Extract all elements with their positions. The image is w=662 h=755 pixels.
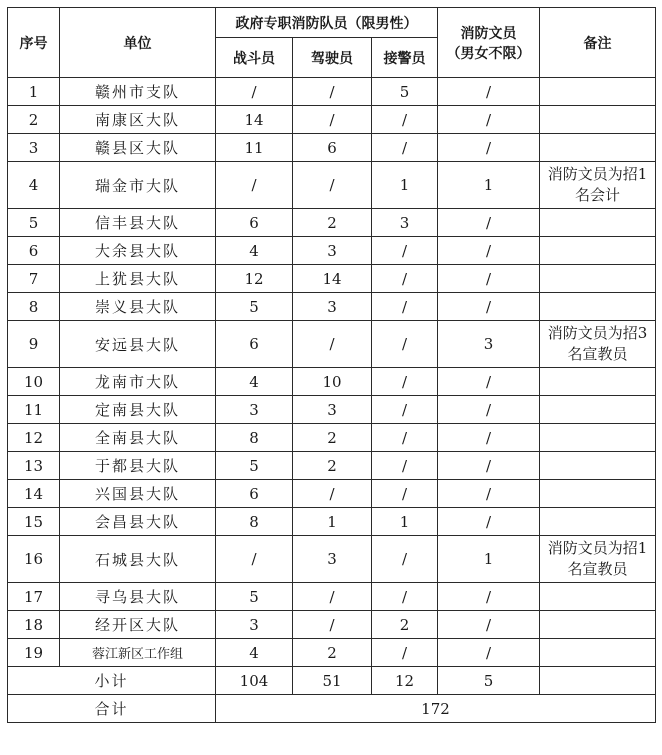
table-row bbox=[8, 134, 656, 162]
header-driver: 驾驶员 bbox=[293, 38, 372, 78]
cell-unit: 龙南市大队 bbox=[60, 368, 216, 396]
cell-seq: 7 bbox=[8, 265, 60, 293]
cell-dispatcher: 5 bbox=[372, 78, 438, 106]
cell-unit: 赣州市支队 bbox=[60, 78, 216, 106]
cell-unit: 上犹县大队 bbox=[60, 265, 216, 293]
cell-dispatcher: / bbox=[372, 368, 438, 396]
table-row bbox=[8, 508, 656, 536]
cell-civil: / bbox=[438, 396, 540, 424]
header-unit: 单位 bbox=[60, 8, 216, 78]
cell-seq: 10 bbox=[8, 368, 60, 396]
cell-fighter: 11 bbox=[216, 134, 293, 162]
cell-fighter: 5 bbox=[216, 583, 293, 611]
cell-civil: / bbox=[438, 237, 540, 265]
cell-remark bbox=[540, 209, 656, 237]
table-row bbox=[8, 396, 656, 424]
header-gov-group: 政府专职消防队员（限男性） bbox=[216, 8, 438, 38]
table-row bbox=[8, 265, 656, 293]
table-row bbox=[8, 583, 656, 611]
cell-dispatcher: / bbox=[372, 452, 438, 480]
cell-civil: 1 bbox=[438, 536, 540, 583]
cell-dispatcher: / bbox=[372, 265, 438, 293]
cell-civil: / bbox=[438, 583, 540, 611]
table-row bbox=[8, 237, 656, 265]
cell-remark bbox=[540, 293, 656, 321]
cell-remark bbox=[540, 508, 656, 536]
table-row bbox=[8, 480, 656, 508]
cell-driver: 3 bbox=[293, 237, 372, 265]
cell-driver: 14 bbox=[293, 265, 372, 293]
cell-dispatcher: 1 bbox=[372, 162, 438, 209]
cell-unit: 瑞金市大队 bbox=[60, 162, 216, 209]
subtotal-label: 小计 bbox=[8, 667, 216, 695]
cell-driver: 3 bbox=[293, 536, 372, 583]
cell-dispatcher: / bbox=[372, 396, 438, 424]
cell-fighter: / bbox=[216, 536, 293, 583]
table-row bbox=[8, 321, 656, 368]
cell-unit: 经开区大队 bbox=[60, 611, 216, 639]
cell-seq: 3 bbox=[8, 134, 60, 162]
subtotal-civil: 5 bbox=[438, 667, 540, 695]
cell-unit: 蓉江新区工作组 bbox=[60, 639, 216, 667]
cell-dispatcher: / bbox=[372, 237, 438, 265]
cell-driver: 3 bbox=[293, 293, 372, 321]
cell-unit: 石城县大队 bbox=[60, 536, 216, 583]
total-row bbox=[8, 695, 656, 723]
cell-driver: 10 bbox=[293, 368, 372, 396]
cell-fighter: 4 bbox=[216, 639, 293, 667]
header-fighter: 战斗员 bbox=[216, 38, 293, 78]
table-row bbox=[8, 209, 656, 237]
cell-driver: 2 bbox=[293, 424, 372, 452]
cell-remark bbox=[540, 424, 656, 452]
cell-driver: / bbox=[293, 162, 372, 209]
cell-civil: / bbox=[438, 480, 540, 508]
cell-civil: / bbox=[438, 265, 540, 293]
cell-dispatcher: / bbox=[372, 424, 438, 452]
cell-fighter: / bbox=[216, 162, 293, 209]
cell-driver: 3 bbox=[293, 396, 372, 424]
cell-driver: 1 bbox=[293, 508, 372, 536]
cell-seq: 11 bbox=[8, 396, 60, 424]
cell-seq: 1 bbox=[8, 78, 60, 106]
cell-dispatcher: / bbox=[372, 536, 438, 583]
cell-driver: / bbox=[293, 480, 372, 508]
cell-remark: 消防文员为招1名宣教员 bbox=[540, 536, 656, 583]
cell-civil: / bbox=[438, 508, 540, 536]
cell-seq: 5 bbox=[8, 209, 60, 237]
cell-dispatcher: / bbox=[372, 134, 438, 162]
cell-fighter: 14 bbox=[216, 106, 293, 134]
cell-driver: 6 bbox=[293, 134, 372, 162]
header-civil-line1: 消防文员 bbox=[460, 25, 517, 42]
cell-civil: / bbox=[438, 424, 540, 452]
cell-dispatcher: / bbox=[372, 293, 438, 321]
cell-civil: / bbox=[438, 639, 540, 667]
cell-remark bbox=[540, 452, 656, 480]
cell-fighter: 4 bbox=[216, 368, 293, 396]
cell-remark bbox=[540, 396, 656, 424]
cell-fighter: 8 bbox=[216, 508, 293, 536]
cell-fighter: 6 bbox=[216, 480, 293, 508]
cell-dispatcher: 1 bbox=[372, 508, 438, 536]
table-row bbox=[8, 639, 656, 667]
cell-civil: / bbox=[438, 452, 540, 480]
subtotal-fighter: 104 bbox=[216, 667, 293, 695]
table-row bbox=[8, 106, 656, 134]
cell-dispatcher: / bbox=[372, 106, 438, 134]
cell-unit: 寻乌县大队 bbox=[60, 583, 216, 611]
cell-remark: 消防文员为招3名宣教员 bbox=[540, 321, 656, 368]
cell-seq: 6 bbox=[8, 237, 60, 265]
cell-fighter: 3 bbox=[216, 396, 293, 424]
cell-remark bbox=[540, 265, 656, 293]
cell-seq: 15 bbox=[8, 508, 60, 536]
cell-seq: 4 bbox=[8, 162, 60, 209]
cell-fighter: 6 bbox=[216, 209, 293, 237]
cell-remark bbox=[540, 611, 656, 639]
cell-driver: / bbox=[293, 611, 372, 639]
cell-dispatcher: 3 bbox=[372, 209, 438, 237]
cell-unit: 于都县大队 bbox=[60, 452, 216, 480]
cell-unit: 赣县区大队 bbox=[60, 134, 216, 162]
cell-unit: 定南县大队 bbox=[60, 396, 216, 424]
cell-civil: / bbox=[438, 106, 540, 134]
cell-civil: 3 bbox=[438, 321, 540, 368]
subtotal-row bbox=[8, 667, 656, 695]
subtotal-dispatcher: 12 bbox=[372, 667, 438, 695]
cell-civil: / bbox=[438, 78, 540, 106]
cell-seq: 17 bbox=[8, 583, 60, 611]
cell-unit: 信丰县大队 bbox=[60, 209, 216, 237]
table-row bbox=[8, 78, 656, 106]
cell-driver: / bbox=[293, 106, 372, 134]
cell-dispatcher: 2 bbox=[372, 611, 438, 639]
table-row bbox=[8, 452, 656, 480]
cell-seq: 18 bbox=[8, 611, 60, 639]
cell-unit: 兴国县大队 bbox=[60, 480, 216, 508]
header-civil-line2: （男女不限） bbox=[446, 45, 531, 62]
cell-civil: / bbox=[438, 134, 540, 162]
cell-remark bbox=[540, 106, 656, 134]
cell-civil: / bbox=[438, 293, 540, 321]
subtotal-remark bbox=[540, 667, 656, 695]
cell-unit: 会昌县大队 bbox=[60, 508, 216, 536]
table-row bbox=[8, 162, 656, 209]
cell-seq: 12 bbox=[8, 424, 60, 452]
cell-driver: 2 bbox=[293, 452, 372, 480]
cell-fighter: / bbox=[216, 78, 293, 106]
cell-remark bbox=[540, 583, 656, 611]
cell-dispatcher: / bbox=[372, 583, 438, 611]
cell-fighter: 8 bbox=[216, 424, 293, 452]
cell-remark: 消防文员为招1名会计 bbox=[540, 162, 656, 209]
total-value: 172 bbox=[216, 695, 656, 723]
cell-seq: 8 bbox=[8, 293, 60, 321]
recruitment-table bbox=[7, 7, 656, 723]
table-row bbox=[8, 293, 656, 321]
header-seq: 序号 bbox=[8, 8, 60, 78]
cell-dispatcher: / bbox=[372, 639, 438, 667]
cell-driver: / bbox=[293, 321, 372, 368]
cell-driver: / bbox=[293, 583, 372, 611]
cell-remark bbox=[540, 480, 656, 508]
cell-remark bbox=[540, 368, 656, 396]
header-remark: 备注 bbox=[540, 8, 656, 78]
cell-fighter: 6 bbox=[216, 321, 293, 368]
table-row bbox=[8, 536, 656, 583]
subtotal-driver: 51 bbox=[293, 667, 372, 695]
cell-fighter: 5 bbox=[216, 293, 293, 321]
cell-fighter: 3 bbox=[216, 611, 293, 639]
cell-dispatcher: / bbox=[372, 321, 438, 368]
cell-seq: 2 bbox=[8, 106, 60, 134]
header-civil bbox=[438, 8, 540, 78]
cell-driver: 2 bbox=[293, 639, 372, 667]
cell-fighter: 5 bbox=[216, 452, 293, 480]
cell-unit: 安远县大队 bbox=[60, 321, 216, 368]
cell-civil: / bbox=[438, 611, 540, 639]
cell-remark bbox=[540, 78, 656, 106]
cell-unit: 全南县大队 bbox=[60, 424, 216, 452]
cell-seq: 19 bbox=[8, 639, 60, 667]
table-row bbox=[8, 611, 656, 639]
table-row bbox=[8, 368, 656, 396]
cell-fighter: 4 bbox=[216, 237, 293, 265]
cell-remark bbox=[540, 237, 656, 265]
cell-seq: 13 bbox=[8, 452, 60, 480]
cell-unit: 大余县大队 bbox=[60, 237, 216, 265]
cell-dispatcher: / bbox=[372, 480, 438, 508]
cell-unit: 崇义县大队 bbox=[60, 293, 216, 321]
cell-driver: / bbox=[293, 78, 372, 106]
cell-seq: 14 bbox=[8, 480, 60, 508]
cell-fighter: 12 bbox=[216, 265, 293, 293]
cell-seq: 9 bbox=[8, 321, 60, 368]
cell-civil: 1 bbox=[438, 162, 540, 209]
table-row bbox=[8, 424, 656, 452]
cell-civil: / bbox=[438, 368, 540, 396]
cell-remark bbox=[540, 134, 656, 162]
cell-seq: 16 bbox=[8, 536, 60, 583]
cell-civil: / bbox=[438, 209, 540, 237]
header-dispatcher: 接警员 bbox=[372, 38, 438, 78]
cell-unit: 南康区大队 bbox=[60, 106, 216, 134]
total-label: 合计 bbox=[8, 695, 216, 723]
cell-remark bbox=[540, 639, 656, 667]
cell-driver: 2 bbox=[293, 209, 372, 237]
